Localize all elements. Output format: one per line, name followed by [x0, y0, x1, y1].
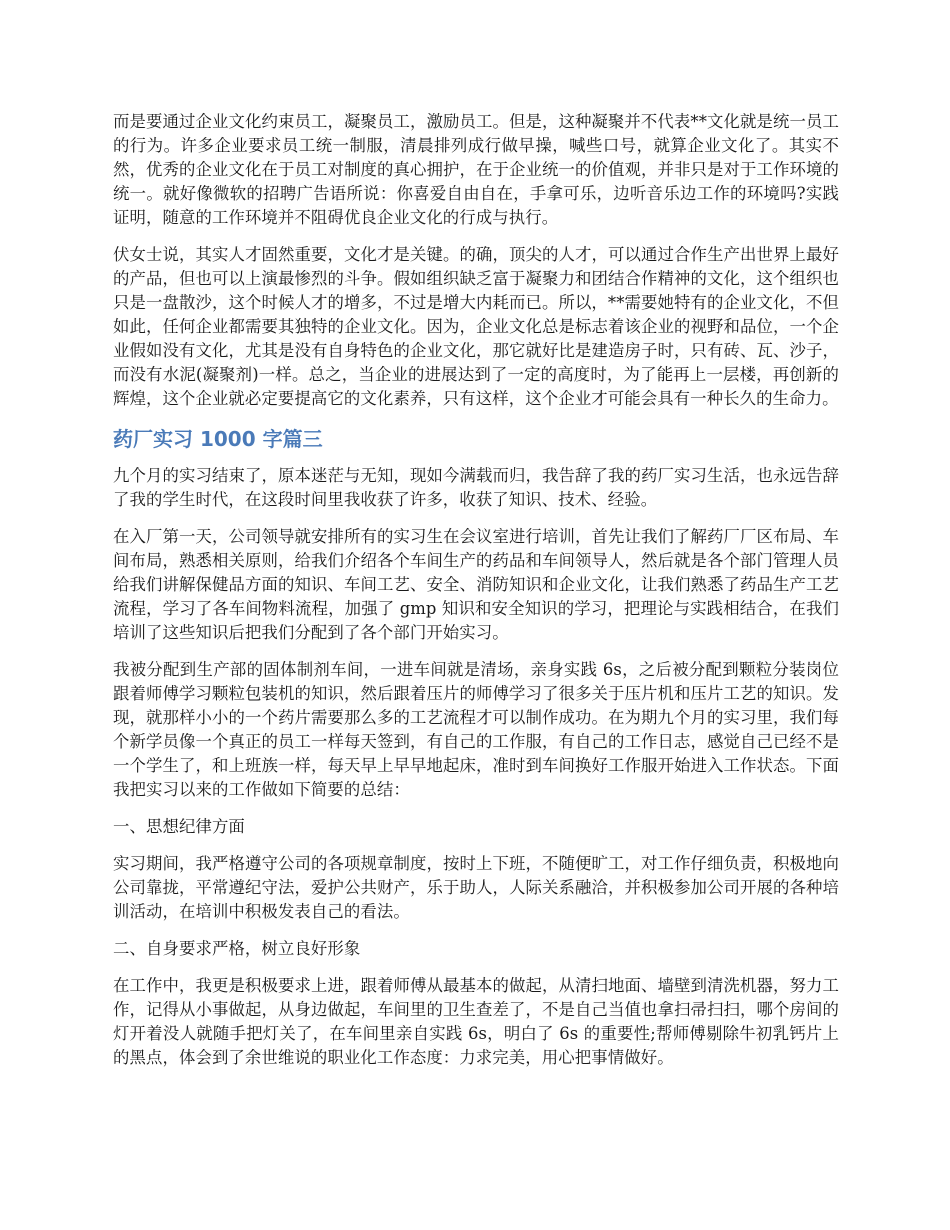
- body-paragraph: 九个月的实习结束了，原本迷茫与无知，现如今满载而归，我告辞了我的药厂实习生活，也永远告辞了我的学生时代，在这段时间里我收获了许多，收获了知识、技术、经验。: [113, 466, 839, 509]
- subheading-paragraph: 一、思想纪律方面: [113, 817, 245, 836]
- section-heading: 药厂实习 1000 字篇三: [113, 427, 323, 451]
- document-page: [113, 110, 839, 1083]
- body-paragraph: 我被分配到生产部的固体制剂车间，一进车间就是清场，亲身实践 6s，之后被分配到颗粒分装岗位跟着师傅学习颗粒包装机的知识，然后跟着压片的师傅学习了很多关于压片机和压片工艺的知识。发现，就那样小小的一个药片需要那么多的工艺流程才可以制作成功。在为期九个月的实习里，我们每个新学员像一个真正的员工一样每天签到，有自己的工作服，有自己的工作日志，感觉自己已经不是一个学生了，和上班族一样，每天早上早早地起床，准时到车间换好工作服开始进入工作状态。下面我把实习以来的工作做如下简要的总结：: [113, 660, 839, 799]
- body-paragraph: 在工作中，我更是积极要求上进，跟着师傅从最基本的做起，从清扫地面、墙壁到清洗机器，努力工作，记得从小事做起，从身边做起，车间里的卫生查差了，不是自己当值也拿扫帚扫扫，哪个房间的灯开着没人就随手把灯关了，在车间里亲自实践 6s，明白了 6s 的重要性;帮师傅剔除牛初乳钙片上的黑点，体会到了余世维说的职业化工作态度：力求完美，用心把事情做好。: [113, 976, 839, 1067]
- body-paragraph: 伏女士说，其实人才固然重要，文化才是关键。的确，顶尖的人才，可以通过合作生产出世界上最好的产品，但也可以上演最惨烈的斗争。假如组织缺乏富于凝聚力和团结合作精神的文化，这个组织也只是一盘散沙，这个时候人才的增多，不过是增大内耗而已。所以，**需要她特有的企业文化，不但如此，任何企业都需要其独特的企业文化。因为，企业文化总是标志着该企业的视野和品位，一个企业假如没有文化，尤其是没有自身特色的企业文化，那它就好比是建造房子时，只有砖、瓦、沙子，而没有水泥(凝聚剂)一样。总之，当企业的进展达到了一定的高度时，为了能再上一层楼，再创新的辉煌，这个企业就必定要提高它的文化素养，只有这样，这个企业才可能会具有一种长久的生命力。: [113, 245, 839, 408]
- body-paragraph: 而是要通过企业文化约束员工，凝聚员工，激励员工。但是，这种凝聚并不代表**文化就是统一员工的行为。许多企业要求员工统一制服，清晨排列成行做早操，喊些口号，就算企业文化了。其实不然，优秀的企业文化在于员工对制度的真心拥护，在于企业统一的价值观，并非只是对于工作环境的统一。就好像微软的招聘广告语所说：你喜爱自由自在，手拿可乐，边听音乐边工作的环境吗?实践证明，随意的工作环境并不阻碍优良企业文化的行成与执行。: [113, 112, 839, 227]
- body-paragraph: 实习期间，我严格遵守公司的各项规章制度，按时上下班，不随便旷工，对工作仔细负责，积极地向公司靠拢，平常遵纪守法，爱护公共财产，乐于助人，人际关系融洽，并积极参加公司开展的各种培训活动，在培训中积极发表自己的看法。: [113, 854, 839, 921]
- subheading-paragraph: 二、自身要求严格，树立良好形象: [113, 939, 361, 958]
- body-paragraph: 在入厂第一天，公司领导就安排所有的实习生在会议室进行培训，首先让我们了解药厂厂区布局、车间布局，熟悉相关原则，给我们介绍各个车间生产的药品和车间领导人，然后就是各个部门管理人员给我们讲解保健品方面的知识、车间工艺、安全、消防知识和企业文化，让我们熟悉了药品生产工艺流程，学习了各车间物料流程，加强了 gmp 知识和安全知识的学习，把理论与实践相结合，在我们培训了这些知识后把我们分配到了各个部门开始实习。: [113, 527, 839, 642]
